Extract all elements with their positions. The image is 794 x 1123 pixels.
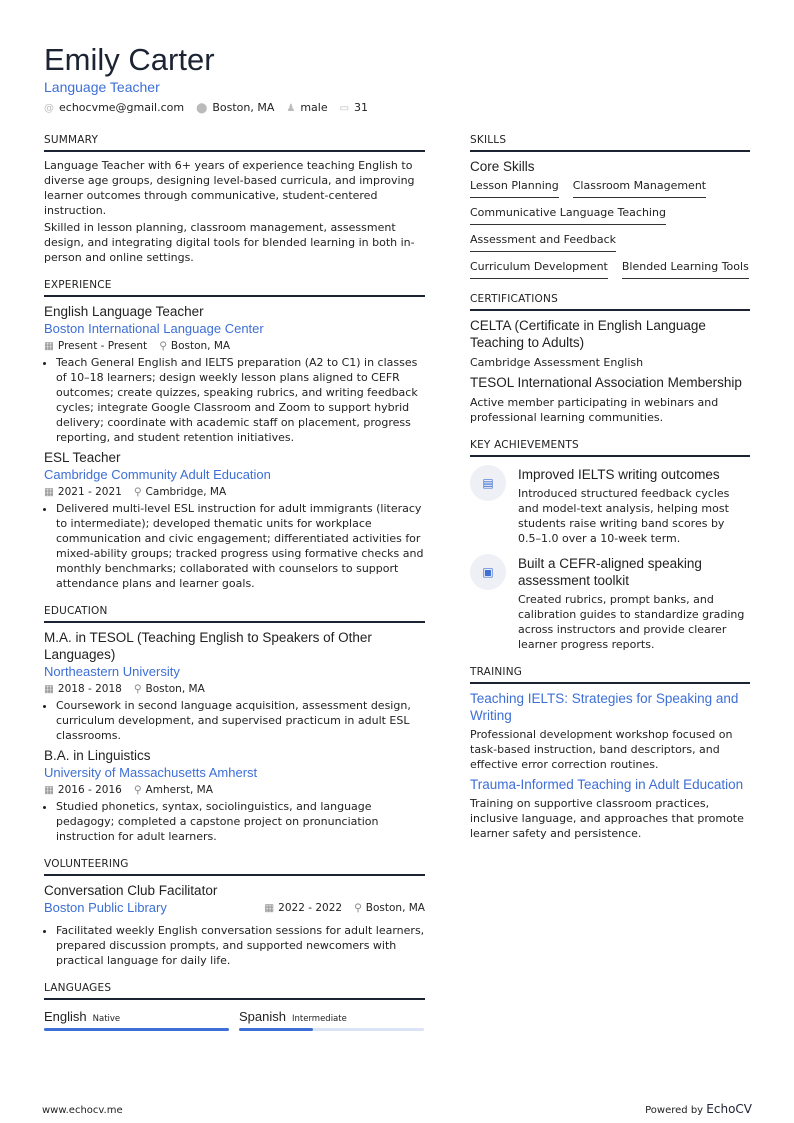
certification — [470, 317, 750, 370]
entry-title: B.A. in Linguistics — [44, 748, 151, 763]
at-icon: @ — [44, 103, 54, 114]
entry-title: M.A. in TESOL (Teaching English to Speakers of Other Languages) — [44, 630, 372, 662]
skill-chip: Communicative Language Teaching — [470, 206, 666, 225]
training-desc: Training on supportive classroom practices, inclusive language, and approaches that promote learner safety and persistence. — [470, 797, 744, 840]
cert-title: CELTA (Certificate in English Language Teaching to Adults) — [470, 318, 706, 350]
achievement-title: Built a CEFR-aligned speaking assessment toolkit — [518, 556, 702, 588]
achievement-desc: Introduced structured feedback cycles and model-text analysis, helping most students raise writing band scores by 0.5–1.0 over a 10-week term. — [518, 487, 730, 545]
training-item — [470, 690, 750, 772]
section-heading: TRAINING — [470, 666, 750, 684]
achievement — [470, 552, 750, 652]
contacts — [44, 101, 368, 114]
section-heading: SKILLS — [470, 134, 750, 152]
skill-chip: Lesson Planning — [470, 179, 559, 198]
summary-text: Language Teacher with 6+ years of experience teaching English to diverse age groups, designing level-based curricula, and improving learner outcomes through communicative, student-centered instruction. — [44, 159, 415, 217]
section-heading: LANGUAGES — [44, 982, 425, 1000]
certifications-section — [470, 293, 750, 425]
calendar-chart-icon: ▣ — [470, 554, 506, 590]
entry-bullet: • Coursework in second language acquisition, assessment design, curriculum development, and supervised practicum in adult ESL classrooms. — [56, 698, 425, 743]
entry-location: Cambridge, MA — [145, 486, 227, 498]
entry-title: Conversation Club Facilitator — [44, 883, 218, 898]
entry-bullet: • Facilitated weekly English conversation sessions for adult learners, prepared discussion prompts, and supported newcomers with practical language for daily life. — [56, 923, 425, 968]
language-bar — [44, 1028, 229, 1031]
calendar-icon: ▦ — [264, 901, 275, 914]
achievement-title: Improved IELTS writing outcomes — [518, 467, 720, 482]
achievements-section — [470, 439, 750, 652]
skill-chip: Classroom Management — [573, 179, 706, 198]
entry-org: Boston Public Library — [44, 900, 167, 915]
location-icon: ⚲ — [133, 683, 142, 695]
clipboard-icon: ▤ — [470, 465, 506, 501]
calendar-icon: ▭ — [339, 103, 350, 114]
language-level: Intermediate — [291, 1014, 347, 1024]
skill-chip: Blended Learning Tools — [622, 260, 749, 279]
language-bar-fill — [239, 1028, 313, 1031]
section-heading: EXPERIENCE — [44, 279, 425, 297]
entry-title: English Language Teacher — [44, 304, 204, 319]
skills-subheading: Core Skills — [470, 159, 535, 174]
user-icon: ♟ — [286, 103, 296, 114]
entry-location: Boston, MA — [145, 683, 205, 695]
name: Emily Carter — [44, 42, 215, 77]
experience-section — [44, 279, 425, 591]
entry-bullet: • Delivered multi-level ESL instruction for adult immigrants (literacy to intermediate); developed thematic units for workplace communication and civic engagement; differentiated activities for mixed-ability groups; tracked progress using formative checks and monthly benchmarks; collaborated with counselors to support attendance plans and learner goals. — [56, 501, 425, 591]
left-column — [44, 134, 425, 1045]
education-section — [44, 605, 425, 844]
calendar-icon: ▦ — [44, 340, 54, 352]
summary-text: Skilled in lesson planning, classroom management, assessment design, and integrating digital tools for blended learning in both in-person and online settings. — [44, 221, 415, 264]
language-item — [44, 1006, 229, 1031]
section-heading: SUMMARY — [44, 134, 425, 152]
footer-powered — [645, 1102, 752, 1116]
entry — [44, 303, 425, 445]
certification — [470, 374, 750, 425]
language-name: Spanish — [239, 1009, 286, 1024]
skills-section — [470, 134, 750, 279]
entry-dates: 2018 - 2018 — [57, 683, 122, 695]
location-icon: ⚲ — [133, 486, 142, 498]
entry-dates: 2022 - 2022 — [278, 901, 343, 914]
section-heading: KEY ACHIEVEMENTS — [470, 439, 750, 457]
volunteering-section — [44, 858, 425, 968]
entry-title: ESL Teacher — [44, 450, 121, 465]
calendar-icon: ▦ — [44, 683, 54, 695]
entry-dates: 2021 - 2021 — [57, 486, 122, 498]
language-bar — [239, 1028, 424, 1031]
language-name: English — [44, 1009, 87, 1024]
language-item — [239, 1006, 424, 1031]
cert-title: TESOL International Association Membership — [470, 375, 742, 390]
age: 31 — [354, 101, 369, 114]
summary-section — [44, 134, 425, 265]
cert-desc: Active member participating in webinars and professional learning communities. — [470, 396, 719, 424]
powered-by-text: Powered by — [645, 1105, 704, 1116]
location-icon: ⚲ — [133, 784, 142, 796]
calendar-icon: ▦ — [44, 784, 54, 796]
training-desc: Professional development workshop focused on task-based instruction, band descriptors, and effective error correction routines. — [470, 728, 733, 771]
entry-dates: Present - Present — [57, 340, 148, 352]
entry-org: University of Massachusetts Amherst — [44, 765, 258, 780]
training-title: Teaching IELTS: Strategies for Speaking and Writing — [470, 691, 739, 723]
location: Boston, MA — [212, 101, 275, 114]
section-heading: EDUCATION — [44, 605, 425, 623]
section-heading: CERTIFICATIONS — [470, 293, 750, 311]
gender: male — [300, 101, 328, 114]
language-level: Native — [92, 1014, 121, 1024]
brand-logo: EchoCV — [706, 1102, 752, 1116]
location-icon: ⚲ — [159, 340, 167, 352]
entry-location: Boston, MA — [365, 901, 425, 914]
entry-org: Northeastern University — [44, 664, 180, 679]
calendar-icon: ▦ — [44, 486, 54, 498]
entry-location: Amherst, MA — [145, 784, 213, 796]
email[interactable]: echocvme@gmail.com — [59, 101, 185, 114]
cert-desc: Cambridge Assessment English — [470, 356, 644, 369]
right-column — [470, 134, 750, 855]
training-item — [470, 776, 750, 841]
entry-bullet: • Studied phonetics, syntax, sociolinguistics, and language pedagogy; completed a capstone project on pronunciation instruction for adult learners. — [56, 799, 425, 844]
training-section — [470, 666, 750, 841]
skill-chip: Curriculum Development — [470, 260, 608, 279]
entry — [44, 449, 425, 591]
section-heading: VOLUNTEERING — [44, 858, 425, 876]
entry — [44, 747, 425, 844]
achievement — [470, 463, 750, 546]
entry-org: Cambridge Community Adult Education — [44, 467, 271, 482]
entry — [44, 629, 425, 743]
header — [44, 42, 368, 114]
skill-chip: Assessment and Feedback — [470, 233, 616, 252]
footer-site[interactable]: www.echocv.me — [42, 1105, 123, 1116]
location-icon: ⚲ — [354, 901, 362, 914]
entry-org: Boston International Language Center — [44, 321, 264, 336]
entry-location: Boston, MA — [170, 340, 231, 352]
languages-section — [44, 982, 425, 1031]
language-bar-fill — [44, 1028, 229, 1031]
entry-bullet: • Teach General English and IELTS preparation (A2 to C1) in classes of 10–18 learners; design weekly lesson plans aligned to CEFR outcomes; create quizzes, speaking rubrics, and writing feedback cycles; integrate Google Classroom and Zoom to support hybrid delivery; coordinate with academic staff on placement, progress reporting, and student retention initiatives. — [56, 355, 425, 445]
entry-dates: 2016 - 2016 — [57, 784, 122, 796]
achievement-desc: Created rubrics, prompt banks, and calibration guides to standardize grading across instructors and provide clearer learner progress reports. — [518, 593, 745, 651]
location-icon: ⬤ — [196, 103, 208, 114]
training-title: Trauma-Informed Teaching in Adult Education — [470, 777, 744, 792]
role: Language Teacher — [44, 79, 160, 95]
